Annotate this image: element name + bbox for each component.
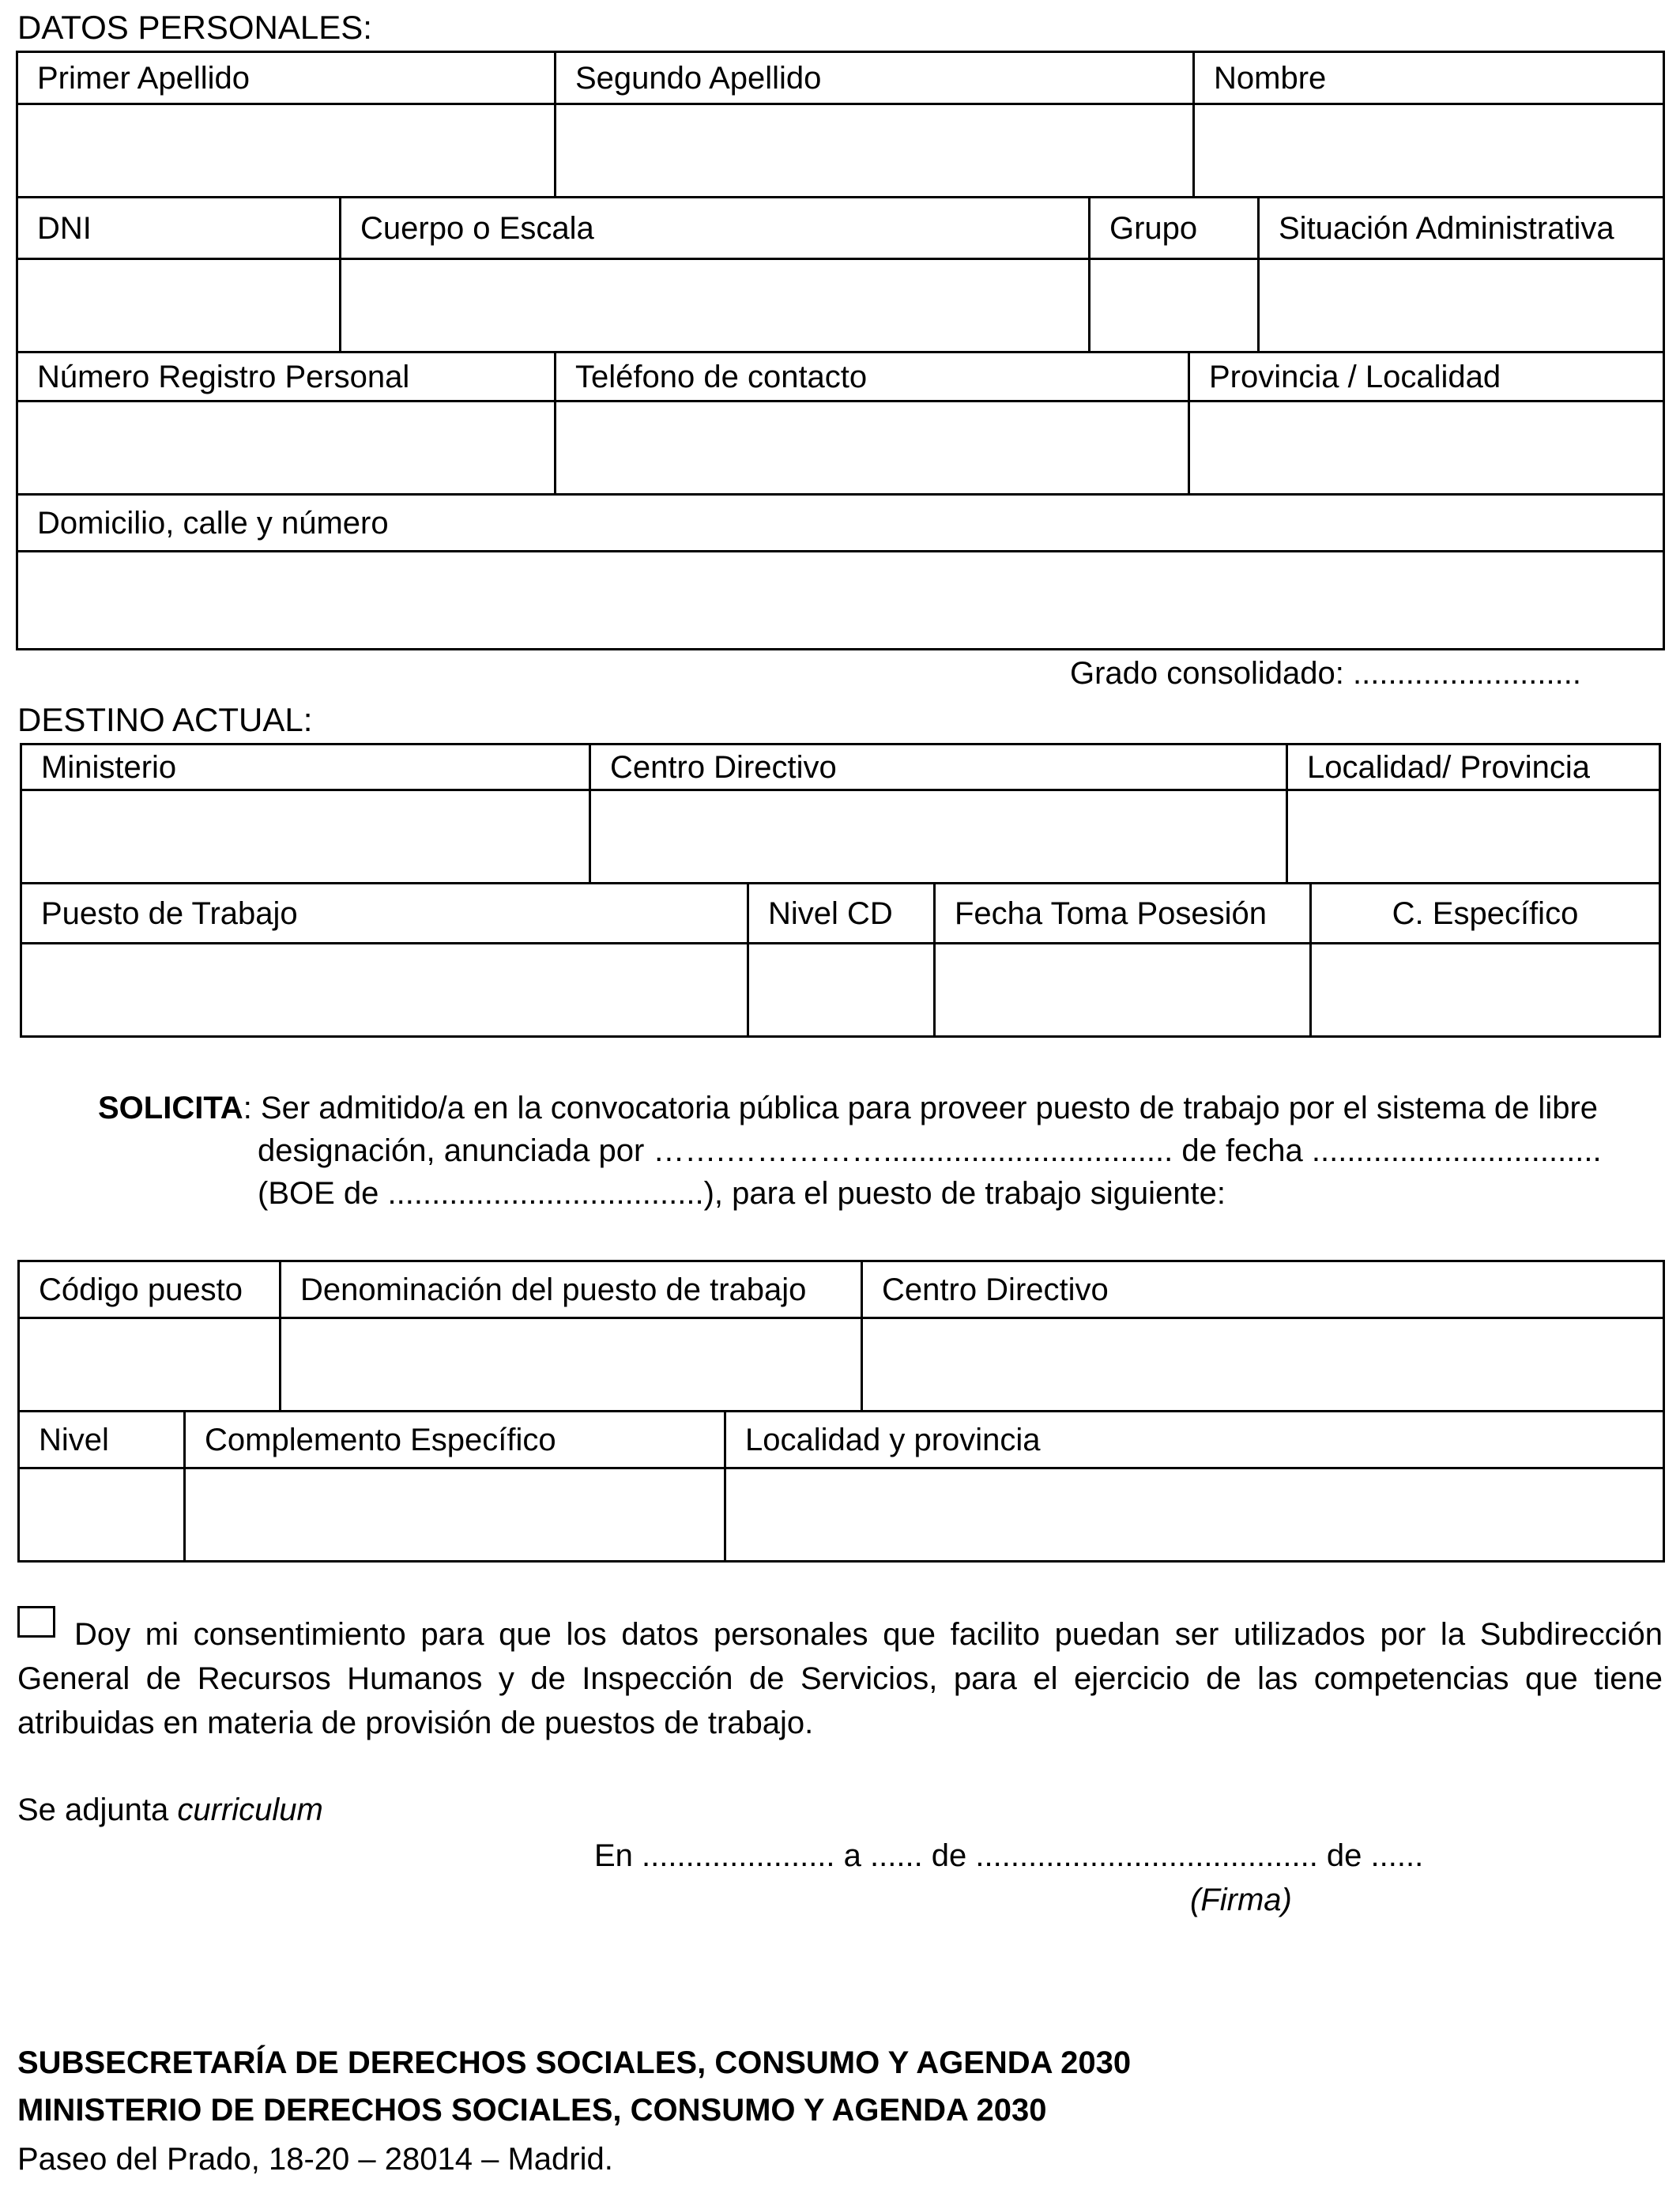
destino-localidad-label: Localidad/ Provincia xyxy=(1287,745,1660,790)
destino-section-title: DESTINO ACTUAL: xyxy=(17,701,313,738)
personal-table-row4 xyxy=(16,493,1665,650)
puesto-localidad-label: Localidad y provincia xyxy=(725,1412,1664,1468)
personal-table-row1 xyxy=(16,51,1665,198)
solicita-line3: (BOE de ....................................), para el puesto de trabajo siguiente: xyxy=(258,1176,1226,1211)
nivel-cell xyxy=(19,1468,185,1562)
destino-localidad-cell xyxy=(1287,790,1660,884)
destino-table-row1 xyxy=(20,743,1661,884)
telefono-cell xyxy=(556,401,1189,495)
dni-field[interactable] xyxy=(18,289,339,322)
primer-apellido-field[interactable] xyxy=(18,134,554,168)
nrp-cell xyxy=(17,401,556,495)
nombre-field[interactable] xyxy=(1195,134,1663,168)
firma-label: (Firma) xyxy=(1190,1883,1292,1917)
c-especifico-cell xyxy=(1311,944,1660,1037)
dni-label: DNI xyxy=(17,198,341,259)
adjunta-curriculum: curriculum xyxy=(177,1793,323,1827)
nombre-label: Nombre xyxy=(1194,52,1664,104)
domicilio-label: Domicilio, calle y número xyxy=(17,495,1664,552)
domicilio-cell xyxy=(17,552,1664,650)
telefono-field[interactable] xyxy=(556,432,1188,465)
nivel-field[interactable] xyxy=(20,1498,183,1532)
grado-consolidado: Grado consolidado: .......................... xyxy=(1070,656,1581,691)
destino-centro-cell xyxy=(590,790,1287,884)
codigo-puesto-cell xyxy=(19,1318,281,1412)
personal-section-title: DATOS PERSONALES: xyxy=(17,9,372,46)
consent-text: Doy mi consentimiento para que los datos personales que facilito puedan ser utilizados por la Subdirección General de Recursos Humanos y de Inspección de Servicios, para el ejercicio de las competencias que tiene atribuidas en materia de provisión de puestos de trabajo. xyxy=(17,1617,1663,1740)
footer-ministerio: MINISTERIO DE DERECHOS SOCIALES, CONSUMO Y AGENDA 2030 xyxy=(17,2093,1047,2128)
c-especifico-label: C. Específico xyxy=(1311,884,1660,944)
cuerpo-label: Cuerpo o Escala xyxy=(341,198,1090,259)
nivel-cd-field[interactable] xyxy=(749,974,933,1007)
cuerpo-field[interactable] xyxy=(341,289,1088,322)
adjunta-line xyxy=(17,1794,323,1826)
dni-cell xyxy=(17,259,341,352)
destino-localidad-field[interactable] xyxy=(1288,820,1659,854)
nrp-field[interactable] xyxy=(18,432,554,465)
complemento-cell xyxy=(185,1468,725,1562)
cuerpo-cell xyxy=(341,259,1090,352)
primer-apellido-label: Primer Apellido xyxy=(17,52,556,104)
solicita-line1 xyxy=(98,1092,1598,1124)
destino-table-row2 xyxy=(20,882,1661,1038)
complemento-label: Complemento Específico xyxy=(185,1412,725,1468)
nivel-cd-label: Nivel CD xyxy=(748,884,935,944)
segundo-apellido-cell xyxy=(556,104,1194,198)
puesto-centro-cell xyxy=(862,1318,1664,1412)
c-especifico-field[interactable] xyxy=(1312,974,1659,1007)
situacion-label: Situación Administrativa xyxy=(1259,198,1664,259)
primer-apellido-cell xyxy=(17,104,556,198)
provincia-field[interactable] xyxy=(1190,432,1663,465)
puesto-localidad-field[interactable] xyxy=(726,1498,1663,1532)
grupo-field[interactable] xyxy=(1090,289,1257,322)
puesto-centro-label: Centro Directivo xyxy=(862,1261,1664,1318)
solicita-label: SOLICITA xyxy=(98,1091,243,1125)
ministerio-cell xyxy=(21,790,590,884)
denominacion-field[interactable] xyxy=(281,1348,861,1382)
ministerio-field[interactable] xyxy=(22,820,589,854)
footer-subsecretaria: SUBSECRETARÍA DE DERECHOS SOCIALES, CONSUMO Y AGENDA 2030 xyxy=(17,2045,1132,2080)
segundo-apellido-label: Segundo Apellido xyxy=(556,52,1194,104)
grupo-label: Grupo xyxy=(1090,198,1259,259)
puesto-centro-field[interactable] xyxy=(863,1348,1663,1382)
domicilio-field[interactable] xyxy=(18,584,1663,617)
ministerio-label: Ministerio xyxy=(21,745,590,790)
situacion-field[interactable] xyxy=(1260,289,1663,322)
grupo-cell xyxy=(1090,259,1259,352)
codigo-puesto-field[interactable] xyxy=(20,1348,279,1382)
situacion-cell xyxy=(1259,259,1664,352)
puesto-trabajo-cell xyxy=(21,944,748,1037)
lugar-fecha-line: En ...................... a ...... de ....................................... de ...... xyxy=(594,1838,1424,1873)
fecha-toma-cell xyxy=(935,944,1311,1037)
adjunta-prefix: Se adjunta xyxy=(17,1793,178,1827)
personal-table-row3 xyxy=(16,351,1665,496)
solicita-line2: designación, anunciada por …….……………................................. de fecha ................................. xyxy=(258,1133,1602,1168)
fecha-toma-field[interactable] xyxy=(936,974,1309,1007)
denominacion-label: Denominación del puesto de trabajo xyxy=(281,1261,862,1318)
puesto-table-row1 xyxy=(17,1260,1665,1412)
denominacion-cell xyxy=(281,1318,862,1412)
personal-table-row2 xyxy=(16,196,1665,353)
puesto-table-row2 xyxy=(17,1410,1665,1563)
segundo-apellido-field[interactable] xyxy=(556,134,1192,168)
telefono-label: Teléfono de contacto xyxy=(556,352,1189,401)
destino-centro-label: Centro Directivo xyxy=(590,745,1287,790)
puesto-localidad-cell xyxy=(725,1468,1664,1562)
provincia-label: Provincia / Localidad xyxy=(1189,352,1664,401)
nivel-cd-cell xyxy=(748,944,935,1037)
fecha-toma-label: Fecha Toma Posesión xyxy=(935,884,1311,944)
codigo-puesto-label: Código puesto xyxy=(19,1261,281,1318)
footer-address: Paseo del Prado, 18-20 – 28014 – Madrid. xyxy=(17,2142,613,2177)
puesto-trabajo-label: Puesto de Trabajo xyxy=(21,884,748,944)
nombre-cell xyxy=(1194,104,1664,198)
nrp-label: Número Registro Personal xyxy=(17,352,556,401)
puesto-trabajo-field[interactable] xyxy=(22,974,747,1007)
destino-centro-field[interactable] xyxy=(591,820,1286,854)
solicita-text: : Ser admitido/a en la convocatoria pública para proveer puesto de trabajo por el sistema de libre xyxy=(243,1091,1599,1125)
provincia-cell xyxy=(1189,401,1664,495)
complemento-field[interactable] xyxy=(186,1498,724,1532)
nivel-label: Nivel xyxy=(19,1412,185,1468)
